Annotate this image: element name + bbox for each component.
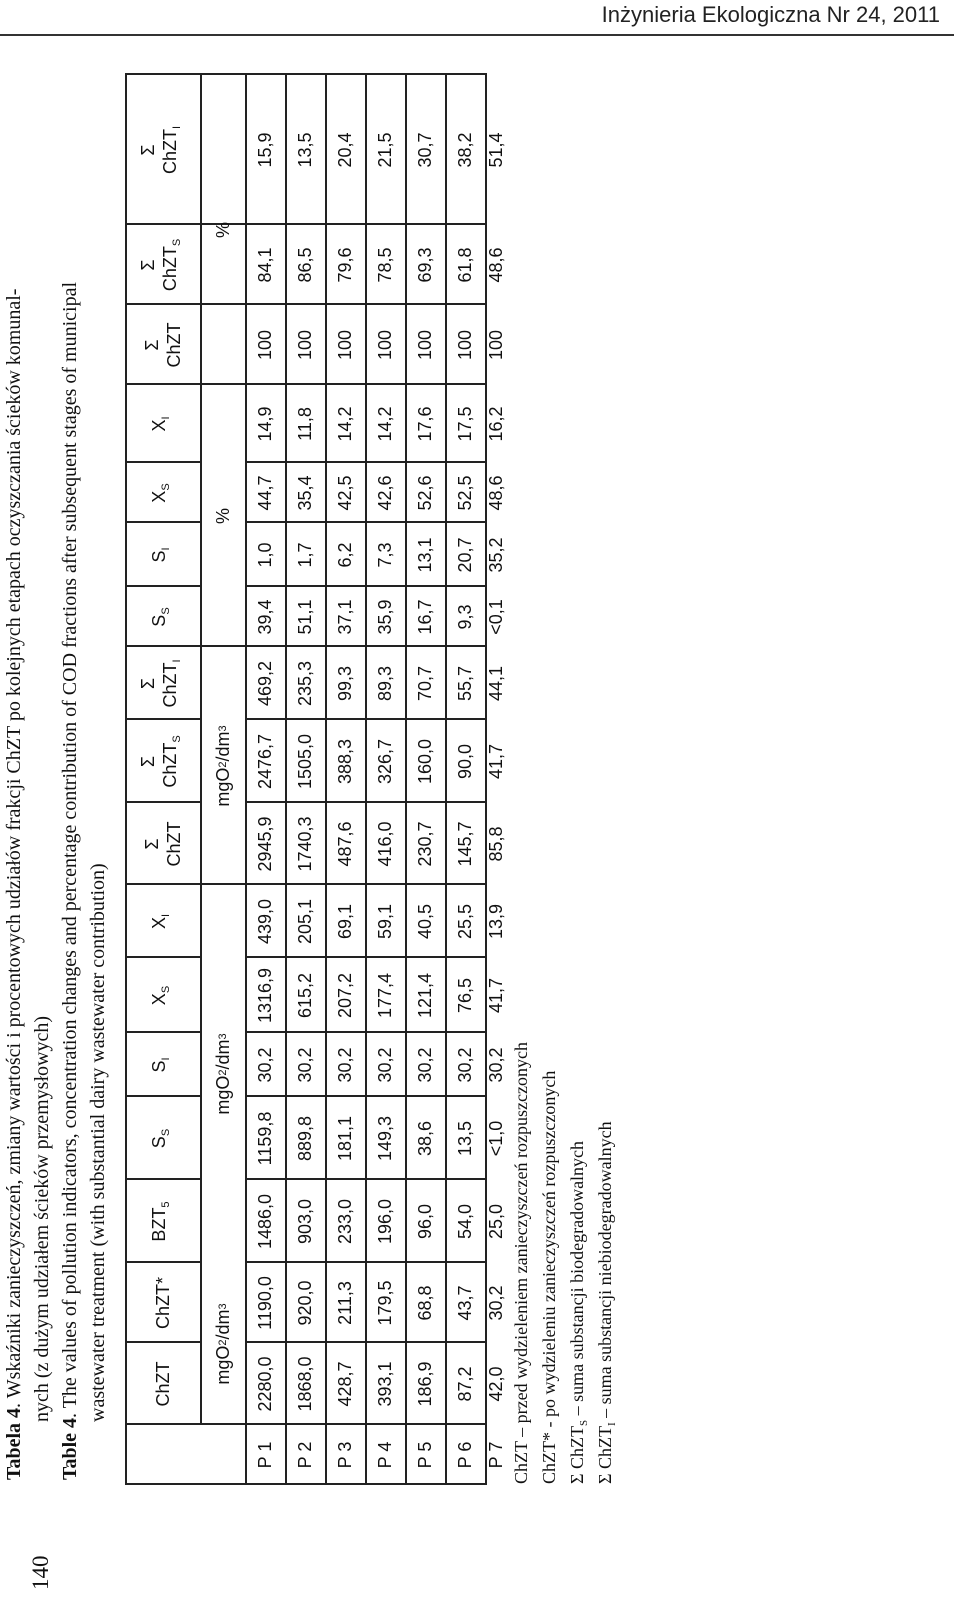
- header-cell: [125, 463, 200, 523]
- table-cell: 1486,0: [255, 1193, 275, 1250]
- table-cell: 40,5: [415, 903, 435, 940]
- table-cell: 230,7: [415, 821, 435, 867]
- header-text: [148, 607, 177, 626]
- table-cell: 55,7: [455, 665, 475, 702]
- table-cell: 13,1: [415, 537, 435, 573]
- table-cell: 177,4: [375, 972, 395, 1019]
- header-cell: [125, 720, 200, 803]
- table-cell: 52,6: [415, 475, 435, 511]
- table-cell: 30,2: [255, 1047, 275, 1083]
- table-cell: 13,5: [295, 132, 315, 168]
- unit-percent: %: [212, 222, 233, 239]
- row-label: P 5: [415, 1441, 435, 1469]
- header-rule: [0, 34, 954, 36]
- table-cell: 11,8: [295, 407, 315, 441]
- header-cell: [125, 75, 200, 225]
- table-cell: 17,6: [415, 406, 435, 442]
- bzt-text: BZT: [149, 1207, 169, 1242]
- table-cell: 39,4: [255, 599, 275, 635]
- table-cell: 25,0: [486, 1203, 506, 1240]
- sigma-text: Σ: [138, 677, 158, 690]
- table-cell: 1,7: [295, 542, 315, 568]
- table-cell: 59,1: [375, 903, 395, 940]
- table-cell: 1,0: [255, 542, 275, 568]
- sigma-symbol: [137, 144, 159, 155]
- chzt-text: ChZT: [160, 742, 180, 788]
- chzt-text: ChZT: [160, 246, 180, 292]
- table-cell: 100: [375, 329, 395, 361]
- table-cell: 196,0: [375, 1198, 395, 1245]
- table-cell: 393,1: [375, 1361, 395, 1407]
- table-cell: 38,6: [415, 1120, 435, 1157]
- table-cell: 889,8: [295, 1115, 315, 1162]
- header-text: [148, 483, 177, 502]
- header-text: [152, 1277, 174, 1329]
- table-cell: 70,7: [415, 665, 435, 702]
- subscript-i: I: [171, 659, 183, 663]
- table-cell: <0,1: [486, 599, 506, 635]
- table-cell: 30,2: [415, 1047, 435, 1083]
- table-cell: 100: [335, 329, 355, 361]
- chzt-text: ChZT: [160, 129, 180, 175]
- table-cell: 44,7: [255, 475, 275, 511]
- table-cell: 14,2: [335, 406, 355, 442]
- table-cell: 13,5: [455, 1120, 475, 1157]
- table-cell: 160,0: [415, 738, 435, 785]
- table-cell: 1190,0: [255, 1276, 275, 1330]
- table-cell: 326,7: [375, 738, 395, 785]
- sigma-text: Σ: [141, 838, 162, 850]
- header-cell: [125, 385, 200, 463]
- table-cell: 87,2: [455, 1366, 475, 1402]
- table-cell: 90,0: [455, 743, 475, 780]
- subscript-s: S: [171, 238, 183, 247]
- legend-line-1: ChZT – przed wydzieleniem zanieczyszczeń rozpuszczonych: [511, 1042, 531, 1484]
- unit-mg-sub: 2: [216, 1069, 229, 1076]
- table-cell: 14,9: [255, 406, 275, 442]
- caption-pl-text1: . Wskaźniki zanieczyszczeń, zmiany wartości i procentowych udziałów frakcji ChZT po kolejnych etapach oczyszczania ścieków komunal-: [3, 288, 25, 1408]
- table-cell: 13,9: [486, 903, 506, 940]
- table-cell: 1740,3: [295, 816, 315, 872]
- header-text: [148, 986, 177, 1005]
- table-cell: 100: [455, 329, 475, 361]
- header-cell: [125, 1343, 200, 1425]
- caption-en-line2: wastewater treatment (with substantial dairy wastewater contribution): [87, 863, 109, 1422]
- header-cell: [125, 305, 200, 385]
- table-cell: 38,2: [455, 132, 475, 168]
- table-cell: 100: [415, 329, 435, 361]
- header-cell: [125, 1180, 200, 1263]
- table-cell: 69,3: [415, 247, 435, 283]
- header-cell: [125, 523, 200, 587]
- unit-mg: mgO: [212, 767, 233, 807]
- table-cell: 439,0: [255, 898, 275, 945]
- table-cell: 35,4: [295, 475, 315, 511]
- fraction-subscript: S: [160, 607, 172, 615]
- table-cell: 78,5: [375, 247, 395, 283]
- table-cell: 76,5: [455, 977, 475, 1014]
- fraction-subscript: I: [160, 1057, 172, 1061]
- unit-cell-percent-2: [200, 75, 245, 385]
- unit-mg: mgO: [212, 1345, 233, 1385]
- fraction-letter: S: [149, 550, 169, 563]
- header-cell: [125, 1097, 200, 1180]
- header-cell: [125, 225, 200, 305]
- sigma-symbol: [141, 339, 163, 350]
- table-cell: 86,5: [295, 247, 315, 283]
- caption-pl-line1: [0, 289, 28, 1480]
- legend-4-sub: I: [606, 1422, 618, 1427]
- header-cell: [125, 647, 200, 720]
- legend-3-text: – suma substancji biodegradowalnych: [567, 1140, 587, 1420]
- fraction-letter: X: [149, 917, 169, 930]
- table-cell: 52,5: [455, 475, 475, 511]
- legend-4-symbol: Σ ChZT: [595, 1426, 615, 1484]
- table-cell: 69,1: [335, 903, 355, 940]
- unit-mg-sup: 3: [216, 725, 229, 732]
- sigma-symbol: [141, 838, 163, 849]
- table-cell: 30,2: [455, 1047, 475, 1083]
- table-cell: 207,2: [335, 972, 355, 1019]
- fraction-letter: X: [149, 993, 169, 1006]
- table-cell: 79,6: [335, 247, 355, 283]
- journal-header: Inżynieria Ekologiczna Nr 24, 2011: [601, 2, 940, 27]
- table-cell: 25,5: [455, 903, 475, 940]
- sigma-symbol: [137, 756, 159, 767]
- table-cell: 2280,0: [255, 1356, 275, 1412]
- table-cell: 100: [255, 329, 275, 361]
- table-cell: 181,1: [335, 1115, 355, 1162]
- table-cell: 42,0: [486, 1366, 506, 1402]
- legend-line-4: [594, 1121, 623, 1484]
- table-cell: 149,3: [375, 1115, 395, 1162]
- table-cell: 100: [295, 329, 315, 361]
- table-cell: 42,6: [375, 475, 395, 511]
- table-cell: 30,2: [486, 1285, 506, 1321]
- header-text: [159, 735, 188, 787]
- page-number-text: 140: [28, 1555, 53, 1590]
- header-text: [148, 1057, 177, 1072]
- table-cell: 48,6: [486, 247, 506, 283]
- chzt-star-text: ChZT*: [152, 1277, 173, 1330]
- legend-line-2: ChZT* - po wydzieleniu zanieczyszczeń rozpuszczonych: [539, 1070, 559, 1484]
- table-cell: 37,1: [335, 599, 355, 635]
- header-text: [148, 914, 177, 929]
- table-cell: 30,2: [295, 1047, 315, 1083]
- row-label: P 4: [375, 1441, 395, 1469]
- subscript-i: I: [171, 125, 183, 130]
- table-cell: 17,5: [455, 406, 475, 442]
- table-cell: 1159,8: [255, 1111, 275, 1166]
- table-cell: 235,3: [295, 660, 315, 707]
- table-cell: 30,7: [415, 132, 435, 168]
- table-cell: 54,0: [455, 1203, 475, 1240]
- caption-en-text1: . The values of pollution indicators, concentration changes and percentage contribution of COD fractions after subsequent stages of municipal: [59, 281, 81, 1418]
- header-cell: [125, 587, 200, 647]
- table-cell: 44,1: [486, 665, 506, 702]
- table-cell: 42,5: [335, 475, 355, 511]
- caption-pl-line2: nych (z dużym udziałem ścieków przemysłowych): [31, 1016, 53, 1422]
- data-table: [125, 75, 506, 1485]
- table-cell: 96,0: [415, 1203, 435, 1240]
- table-cell: 615,2: [295, 972, 315, 1019]
- unit-cell-concentration-1: [200, 1263, 245, 1425]
- unit-mg-sup: 3: [216, 1033, 229, 1040]
- rotated-table-content: [0, 40, 700, 1540]
- chzt-text: ChZT: [163, 322, 184, 368]
- table-cell: 30,2: [375, 1047, 395, 1083]
- unit-cell-concentration-3: [200, 647, 245, 885]
- table-cell: 903,0: [295, 1198, 315, 1245]
- header-text: [148, 1201, 177, 1241]
- subscript-5: 5: [160, 1201, 172, 1208]
- header-cell: [125, 803, 200, 885]
- fraction-subscript: S: [160, 1128, 172, 1137]
- unit-mg-tail: /dm: [212, 1309, 233, 1340]
- table-cell: 2945,9: [255, 816, 275, 872]
- table-cell: 6,2: [335, 542, 355, 568]
- sigma-text: Σ: [141, 339, 162, 351]
- table-cell: 43,7: [455, 1285, 475, 1321]
- header-text: [148, 416, 177, 431]
- table-cell: 211,3: [335, 1281, 355, 1325]
- unit-mg-sub: 2: [216, 1339, 229, 1346]
- fraction-letter: S: [149, 614, 169, 627]
- table-cell: 14,2: [375, 406, 395, 442]
- table-cell: 416,0: [375, 821, 395, 867]
- table-cell: 16,7: [415, 599, 435, 635]
- table-cell: 100: [486, 329, 506, 361]
- header-text: [159, 659, 188, 707]
- legend-4-text: – suma substancji niebiodegradowalnych: [595, 1121, 615, 1423]
- fraction-letter: X: [149, 490, 169, 503]
- header-text: [163, 323, 185, 368]
- table-cell: 35,9: [375, 599, 395, 635]
- chzt-text: ChZT: [163, 821, 184, 867]
- table-cell: 35,2: [486, 537, 506, 573]
- unit-mg-tail: /dm: [212, 1039, 233, 1070]
- table-cell: 89,3: [375, 665, 395, 702]
- table-cell: 428,7: [335, 1361, 355, 1407]
- header-cell: [125, 958, 200, 1033]
- table-cell: 145,7: [455, 821, 475, 867]
- table-cell: 388,3: [335, 738, 355, 785]
- unit-percent: %: [212, 508, 233, 525]
- table-cell: 21,5: [375, 132, 395, 168]
- table-cell: 48,6: [486, 475, 506, 511]
- table-cell: 30,2: [335, 1047, 355, 1083]
- header-cell: [125, 1033, 200, 1097]
- table-cell: 30,2: [486, 1047, 506, 1083]
- row-label: P 6: [455, 1441, 475, 1469]
- table-cell: 61,8: [455, 247, 475, 283]
- header-text: [159, 239, 188, 291]
- caption-en-label: Table 4: [59, 1417, 81, 1480]
- table-cell: 20,7: [455, 537, 475, 573]
- row-label: P 3: [335, 1441, 355, 1469]
- unit-cell-concentration-2: [200, 885, 245, 1263]
- legend-3-sub: S: [578, 1419, 590, 1427]
- header-cell: [125, 1263, 200, 1343]
- unit-mg: mgO: [212, 1075, 233, 1115]
- sigma-text: Σ: [138, 144, 158, 156]
- table-cell: 487,6: [335, 821, 355, 867]
- header-text: [152, 1362, 174, 1407]
- unit-mg-sup: 3: [216, 1303, 229, 1310]
- header-text: [159, 126, 188, 174]
- caption-en-line1: [56, 282, 84, 1480]
- table-cell: 9,3: [455, 604, 475, 630]
- sigma-text: Σ: [138, 259, 158, 271]
- table-cell: 179,5: [375, 1280, 395, 1326]
- subscript-s: S: [171, 735, 183, 743]
- header-text: [148, 547, 177, 562]
- legend-3-symbol: Σ ChZT: [567, 1426, 587, 1484]
- fraction-subscript: I: [160, 416, 172, 420]
- table-cell: 41,7: [486, 977, 506, 1014]
- table-cell: 68,8: [415, 1285, 435, 1321]
- table-cell: 121,4: [415, 972, 435, 1019]
- fraction-subscript: I: [160, 913, 172, 918]
- table-cell: 51,4: [486, 132, 506, 168]
- table-cell: 15,9: [255, 132, 275, 168]
- table-cell: 85,8: [486, 826, 506, 862]
- header-text: [148, 1129, 177, 1148]
- table-cell: 1316,9: [255, 967, 275, 1024]
- unit-mg-tail: /dm: [212, 731, 233, 762]
- sigma-text: Σ: [138, 755, 158, 768]
- fraction-letter: S: [149, 1060, 169, 1073]
- table-cell: 205,1: [295, 898, 315, 945]
- row-label: P 7: [486, 1441, 506, 1469]
- fraction-subscript: S: [160, 483, 172, 491]
- table-cell: 2476,7: [255, 733, 275, 790]
- sigma-symbol: [137, 678, 159, 689]
- table-cell: <1,0: [486, 1120, 506, 1157]
- sigma-symbol: [137, 259, 159, 270]
- table-cell: 233,0: [335, 1198, 355, 1245]
- table-cell: 1505,0: [295, 733, 315, 790]
- chzt-text: ChZT: [160, 662, 180, 708]
- caption-pl-label: Tabela 4: [3, 1407, 25, 1480]
- table-cell: 920,0: [295, 1280, 315, 1326]
- header-cell: [125, 885, 200, 958]
- unit-mg-sub: 2: [216, 761, 229, 768]
- table-cell: 469,2: [255, 660, 275, 707]
- chzt-text: ChZT: [152, 1361, 173, 1407]
- fraction-letter: S: [149, 1136, 169, 1149]
- table-cell: 7,3: [375, 542, 395, 568]
- fraction-subscript: I: [160, 547, 172, 551]
- header-text: [163, 822, 185, 867]
- row-label: P 2: [295, 1441, 315, 1469]
- table-cell: 1868,0: [295, 1356, 315, 1412]
- row-label: P 1: [255, 1441, 275, 1469]
- legend-line-3: [566, 1141, 595, 1484]
- unit-cell-percent-1: [200, 385, 245, 647]
- table-cell: 20,4: [335, 132, 355, 168]
- fraction-letter: X: [149, 419, 169, 432]
- table-cell: 84,1: [255, 247, 275, 283]
- table-cell: 51,1: [295, 599, 315, 635]
- table-cell: 99,3: [335, 665, 355, 702]
- fraction-subscript: S: [160, 985, 172, 994]
- table-cell: 186,9: [415, 1361, 435, 1407]
- table-cell: 41,7: [486, 743, 506, 780]
- table-cell: 16,2: [486, 406, 506, 442]
